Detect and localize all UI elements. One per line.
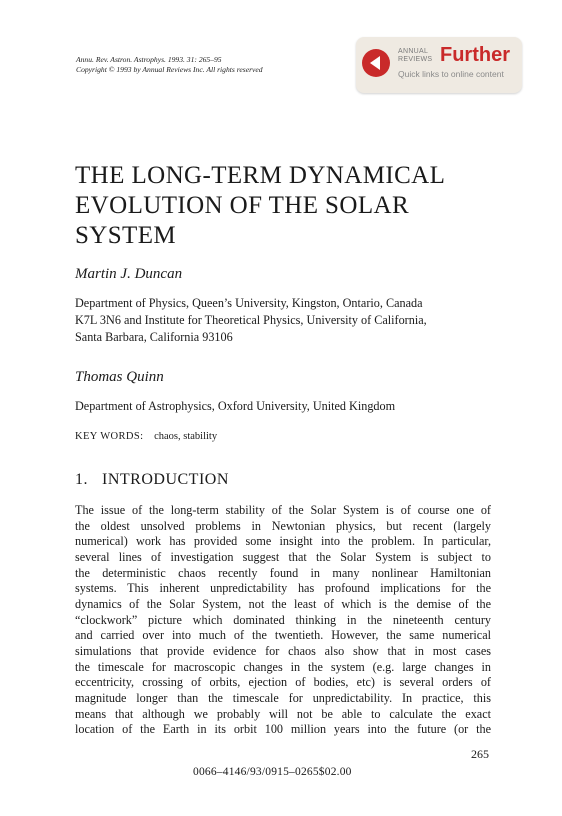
affiliation-line: Department of Astrophysics, Oxford University, United Kingdom — [75, 399, 396, 413]
body-line: The issue of the long-term stability of the Solar System is of course one of — [75, 503, 491, 517]
annual-reviews-label: ANNUAL REVIEWS — [398, 48, 433, 63]
annual-reviews-further-badge[interactable] — [356, 37, 522, 93]
body-line: several lines of investigation suggest that the Solar System is subject to — [75, 549, 491, 564]
body-line: location of the Earth in its orbit 100 million years into the future (or the — [75, 722, 491, 737]
body-line: systems. This inherent unpredictability has profound implications for the — [75, 581, 491, 596]
section-title: INTRODUCTION — [102, 471, 229, 488]
title-line: SYSTEM — [75, 222, 177, 249]
body-line: the deterministic chaos recently found in many nonlinear Hamiltonian — [75, 565, 491, 580]
footer-price-code: 0066–4146/93/0915–0265$02.00 — [193, 766, 352, 778]
body-line: the oldest unsolved problems in Newtonian physics, but recent (largely — [75, 518, 491, 533]
affiliation-line: Santa Barbara, California 93106 — [75, 329, 233, 344]
author-affiliation — [75, 295, 505, 345]
affiliation-line: K7L 3N6 and Institute for Theoretical Physics, University of California, — [75, 312, 427, 327]
body-line: means that although we probably will not be able to calculate the exact — [75, 706, 491, 721]
body-line: “clockwork” picture which dominated thinking in the nineteenth century — [75, 612, 491, 627]
body-line: the timescale for macroscopic changes in the system (e.g. large changes in — [75, 659, 491, 674]
keywords-label: KEY WORDS: — [75, 431, 144, 442]
body-line: and carried over into much of the twentieth. However, the same numerical — [75, 628, 491, 643]
journal-citation-block — [76, 55, 263, 75]
body-paragraph — [75, 503, 491, 738]
arrow-left-icon — [362, 49, 390, 77]
further-subtitle: Quick links to online content — [398, 69, 504, 79]
author-name: Martin J. Duncan — [75, 266, 183, 282]
title-line: THE LONG-TERM DYNAMICAL — [75, 162, 446, 189]
page-number: 265 — [471, 747, 489, 761]
keywords-value: chaos, stability — [154, 431, 218, 442]
body-line: magnitude longer than the timescale for unpredictability. In practice, this — [75, 690, 491, 705]
author-name: Thomas Quinn — [75, 369, 164, 385]
body-line: simulations that provide evidence for chaos also show that in most cases — [75, 643, 491, 658]
keywords — [75, 430, 217, 443]
copyright-notice: Copyright © 1993 by Annual Reviews Inc. All rights reserved — [76, 65, 263, 74]
body-line: dynamics of the Solar System, not the least of which is the demise of the — [75, 596, 491, 611]
author-affiliation — [75, 398, 505, 415]
article-title — [75, 161, 515, 251]
journal-citation: Annu. Rev. Astron. Astrophys. 1993. 31: 265–95 — [76, 55, 222, 64]
further-logo-text: Further — [440, 44, 510, 66]
body-line: numerical) work has provided some insight into the problem. In particular, — [75, 534, 491, 549]
body-line: eccentricity, crossing of orbits, ejection of bodies, etc) is several orders of — [75, 675, 491, 690]
affiliation-line: Department of Physics, Queen’s University, Kingston, Ontario, Canada — [75, 296, 423, 310]
title-line: EVOLUTION OF THE SOLAR — [75, 192, 410, 219]
section-heading — [75, 470, 229, 490]
section-number: 1. — [75, 471, 88, 488]
